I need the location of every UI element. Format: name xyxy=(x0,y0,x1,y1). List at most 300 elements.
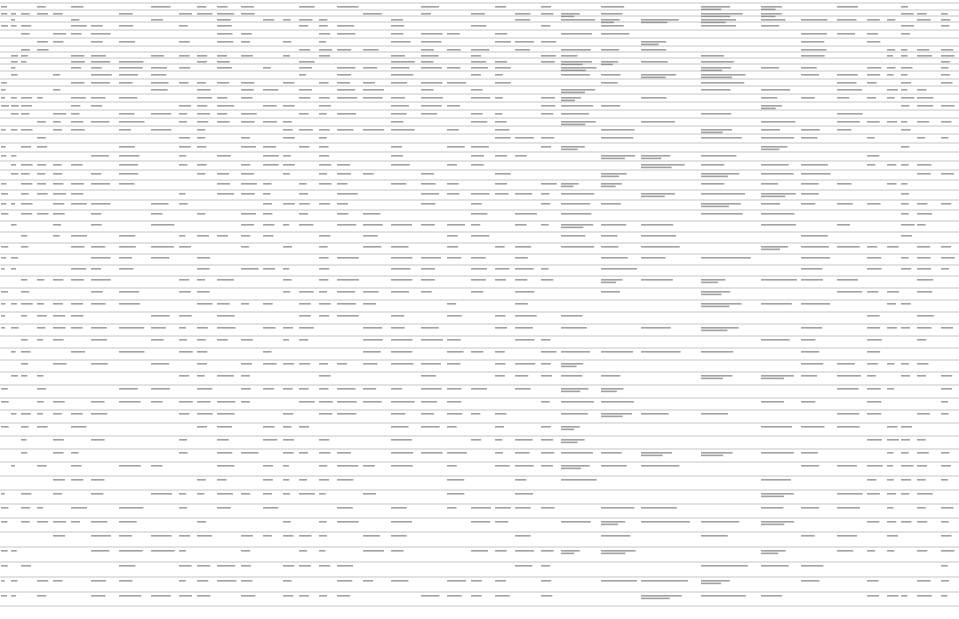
cell-text xyxy=(197,137,205,139)
cell-text xyxy=(21,507,30,509)
cell-text xyxy=(151,388,170,390)
cell-text xyxy=(837,113,863,115)
cell-text xyxy=(601,13,622,15)
cell-text xyxy=(761,246,788,248)
cell-text xyxy=(641,235,676,237)
cell-text xyxy=(11,268,16,270)
cell-text xyxy=(447,315,462,317)
cell-text xyxy=(867,74,880,76)
cell-text xyxy=(197,97,212,99)
cell-text xyxy=(917,291,932,293)
cell-text xyxy=(801,33,827,35)
cell-text xyxy=(299,452,308,454)
cell-text xyxy=(363,351,381,353)
cell-text xyxy=(917,413,930,415)
cell-text xyxy=(941,413,949,415)
cell-text xyxy=(701,595,746,597)
cell-text xyxy=(337,315,359,317)
cell-text xyxy=(217,13,234,15)
cell-text xyxy=(837,465,857,467)
cell-text xyxy=(71,61,85,63)
cell-text xyxy=(37,401,44,403)
cell-text xyxy=(283,521,291,523)
cell-text xyxy=(801,235,828,237)
cell-text xyxy=(391,121,404,123)
cell-text xyxy=(241,375,250,377)
cell-text xyxy=(21,173,30,175)
cell-text xyxy=(179,439,187,441)
cell-text xyxy=(119,521,137,523)
cell-text xyxy=(515,257,528,259)
cell-text xyxy=(601,465,627,467)
cell-text xyxy=(21,375,27,377)
cell-text xyxy=(601,279,623,281)
cell-text xyxy=(601,158,625,160)
cell-text xyxy=(901,146,909,148)
cell-text xyxy=(701,413,728,415)
cell-text xyxy=(217,452,232,454)
cell-text xyxy=(21,113,29,115)
cell-text xyxy=(421,388,442,390)
cell-text xyxy=(601,176,619,178)
cell-text xyxy=(761,452,794,454)
cell-text xyxy=(197,363,207,365)
cell-text xyxy=(363,224,383,226)
cell-text xyxy=(867,315,880,317)
cell-text xyxy=(21,235,27,237)
cell-text xyxy=(151,129,172,131)
cell-text xyxy=(917,452,929,454)
cell-text xyxy=(11,113,19,115)
cell-text xyxy=(701,67,731,69)
cell-text xyxy=(53,315,65,317)
cell-text xyxy=(91,327,107,329)
cell-text xyxy=(561,465,590,467)
cell-text xyxy=(601,268,637,270)
cell-text xyxy=(71,315,83,317)
cell-text xyxy=(119,121,145,123)
cell-text xyxy=(421,89,434,91)
cell-text xyxy=(601,507,634,509)
cell-text xyxy=(71,193,83,195)
cell-text xyxy=(601,19,620,21)
cell-text xyxy=(561,468,581,470)
cell-text xyxy=(701,193,745,195)
cell-text xyxy=(179,595,192,597)
cell-text xyxy=(337,452,351,454)
cell-text xyxy=(53,327,66,329)
cell-text xyxy=(319,173,327,175)
cell-text xyxy=(217,67,232,69)
cell-text xyxy=(887,452,894,454)
cell-text xyxy=(701,213,743,215)
cell-text xyxy=(761,183,778,185)
cell-text xyxy=(447,67,460,69)
cell-text xyxy=(319,479,329,481)
cell-text xyxy=(541,268,549,270)
cell-text xyxy=(37,13,48,15)
cell-text xyxy=(319,493,326,495)
cell-text xyxy=(515,291,534,293)
cell-text xyxy=(21,164,33,166)
cell-text xyxy=(283,580,292,582)
cell-text xyxy=(887,388,894,390)
cell-text xyxy=(917,439,926,441)
cell-text xyxy=(941,82,953,84)
cell-text xyxy=(601,351,633,353)
cell-text xyxy=(917,19,931,21)
cell-text xyxy=(561,442,578,444)
cell-text xyxy=(319,521,327,523)
cell-text xyxy=(283,339,289,341)
cell-text xyxy=(837,493,863,495)
cell-text xyxy=(541,401,550,403)
cell-text xyxy=(447,465,457,467)
cell-text xyxy=(299,193,308,195)
cell-text xyxy=(283,565,294,567)
cell-text xyxy=(91,257,111,259)
cell-text xyxy=(197,6,206,8)
cell-text xyxy=(801,401,815,403)
cell-text xyxy=(471,388,487,390)
cell-text xyxy=(217,61,230,63)
cell-text xyxy=(179,113,187,115)
cell-text xyxy=(837,74,858,76)
cell-text xyxy=(91,439,105,441)
cell-text xyxy=(421,49,434,51)
cell-text xyxy=(37,193,48,195)
cell-text xyxy=(337,89,355,91)
cell-text xyxy=(887,55,893,57)
cell-text xyxy=(299,183,307,185)
cell-text xyxy=(119,388,138,390)
cell-text xyxy=(71,351,85,353)
cell-text xyxy=(241,173,254,175)
cell-text xyxy=(561,224,593,226)
cell-text xyxy=(447,507,457,509)
cell-text xyxy=(541,507,555,509)
cell-text xyxy=(299,97,310,99)
cell-text xyxy=(901,303,911,305)
cell-text xyxy=(701,137,742,139)
cell-text xyxy=(515,13,530,15)
cell-text xyxy=(241,146,256,148)
cell-text xyxy=(119,565,136,567)
cell-text xyxy=(91,521,108,523)
cell-text xyxy=(601,224,626,226)
cell-text xyxy=(941,203,951,205)
cell-text xyxy=(761,524,784,526)
cell-text xyxy=(1,550,8,552)
cell-text xyxy=(217,193,234,195)
cell-text xyxy=(11,25,17,27)
cell-text xyxy=(471,13,485,15)
cell-text xyxy=(421,105,442,107)
cell-text xyxy=(21,426,29,428)
cell-text xyxy=(801,507,819,509)
cell-text xyxy=(447,235,458,237)
cell-text xyxy=(319,375,331,377)
cell-text xyxy=(867,388,881,390)
cell-text xyxy=(515,479,526,481)
cell-text xyxy=(119,74,138,76)
cell-text xyxy=(887,507,894,509)
cell-text xyxy=(867,521,879,523)
cell-text xyxy=(561,67,597,69)
cell-text xyxy=(641,155,670,157)
cell-text xyxy=(197,351,207,353)
cell-text xyxy=(11,257,18,259)
cell-text xyxy=(901,183,908,185)
cell-text xyxy=(701,327,739,329)
cell-text xyxy=(561,13,580,15)
cell-text xyxy=(21,33,30,35)
cell-text xyxy=(471,413,480,415)
cell-text xyxy=(941,105,955,107)
cell-text xyxy=(263,89,278,91)
cell-text xyxy=(1,183,6,185)
cell-text xyxy=(283,595,293,597)
cell-text xyxy=(867,19,880,21)
cell-text xyxy=(363,465,375,467)
cell-text xyxy=(701,279,725,281)
cell-text xyxy=(701,164,724,166)
cell-text xyxy=(179,67,190,69)
cell-text xyxy=(151,213,162,215)
cell-text xyxy=(197,375,205,377)
cell-text xyxy=(283,279,292,281)
cell-text xyxy=(541,6,551,8)
cell-text xyxy=(299,129,313,131)
cell-text xyxy=(867,203,881,205)
cell-text xyxy=(283,173,290,175)
cell-text xyxy=(601,535,630,537)
cell-text xyxy=(447,493,464,495)
cell-text xyxy=(941,452,949,454)
cell-text xyxy=(363,173,374,175)
cell-text xyxy=(837,82,857,84)
cell-text xyxy=(867,339,882,341)
cell-text xyxy=(119,235,135,237)
cell-text xyxy=(151,493,172,495)
cell-text xyxy=(299,565,311,567)
cell-text xyxy=(641,455,663,457)
cell-text xyxy=(53,224,61,226)
cell-text xyxy=(887,121,897,123)
cell-text xyxy=(241,550,250,552)
cell-text xyxy=(867,82,877,84)
cell-text xyxy=(71,82,84,84)
cell-text xyxy=(887,465,893,467)
cell-text xyxy=(901,67,913,69)
cell-text xyxy=(941,535,952,537)
cell-text xyxy=(299,74,306,76)
cell-text xyxy=(179,25,188,27)
cell-text xyxy=(515,507,531,509)
cell-text xyxy=(561,16,574,18)
cell-text xyxy=(337,303,356,305)
cell-text xyxy=(391,146,402,148)
cell-text xyxy=(299,401,315,403)
cell-text xyxy=(421,452,443,454)
cell-text xyxy=(151,203,169,205)
cell-text xyxy=(299,213,308,215)
cell-text xyxy=(541,339,550,341)
cell-text xyxy=(887,89,898,91)
cell-text xyxy=(901,121,907,123)
cell-text xyxy=(319,19,327,21)
cell-text xyxy=(53,439,64,441)
cell-text xyxy=(241,89,254,91)
cell-text xyxy=(887,19,895,21)
cell-text xyxy=(363,291,379,293)
cell-text xyxy=(601,173,627,175)
cell-text xyxy=(941,375,952,377)
cell-text xyxy=(391,105,409,107)
cell-text xyxy=(561,315,583,317)
cell-text xyxy=(447,303,456,305)
cell-text xyxy=(801,49,827,51)
cell-text xyxy=(601,129,635,131)
cell-text xyxy=(319,268,329,270)
cell-text xyxy=(319,41,326,43)
cell-text xyxy=(119,580,133,582)
cell-text xyxy=(263,465,273,467)
cell-text xyxy=(21,203,33,205)
cell-text xyxy=(151,55,164,57)
cell-text xyxy=(299,327,314,329)
cell-text xyxy=(515,565,532,567)
cell-text xyxy=(801,193,819,195)
cell-text xyxy=(53,164,62,166)
cell-text xyxy=(561,351,590,353)
cell-text xyxy=(561,203,590,205)
cell-text xyxy=(1,97,5,99)
cell-text xyxy=(241,580,252,582)
cell-text xyxy=(151,257,170,259)
cell-text xyxy=(241,224,254,226)
cell-text xyxy=(283,535,294,537)
cell-text xyxy=(263,363,277,365)
cell-text xyxy=(119,164,138,166)
cell-text xyxy=(179,55,190,57)
cell-text xyxy=(701,351,733,353)
cell-text xyxy=(197,388,212,390)
cell-text xyxy=(299,6,315,8)
cell-text xyxy=(1,493,5,495)
cell-text xyxy=(319,315,329,317)
cell-text xyxy=(761,213,794,215)
cell-text xyxy=(601,203,621,205)
cell-text xyxy=(283,129,293,131)
cell-text xyxy=(601,183,622,185)
cell-text xyxy=(1,388,8,390)
cell-text xyxy=(299,67,312,69)
cell-text xyxy=(53,339,64,341)
cell-text xyxy=(71,105,80,107)
cell-text xyxy=(447,164,457,166)
cell-text xyxy=(837,535,857,537)
cell-text xyxy=(917,268,931,270)
cell-text xyxy=(37,49,49,51)
cell-text xyxy=(801,535,815,537)
cell-text xyxy=(601,553,625,555)
cell-text xyxy=(151,465,162,467)
cell-text xyxy=(515,49,530,51)
cell-text xyxy=(263,224,274,226)
cell-text xyxy=(37,164,46,166)
cell-text xyxy=(53,363,67,365)
cell-text xyxy=(941,121,952,123)
cell-text xyxy=(197,235,209,237)
cell-text xyxy=(515,363,535,365)
cell-text xyxy=(471,268,487,270)
cell-text xyxy=(447,33,460,35)
cell-text xyxy=(561,124,585,126)
cell-text xyxy=(495,246,505,248)
cell-text xyxy=(11,97,17,99)
cell-text xyxy=(495,121,507,123)
cell-text xyxy=(391,363,414,365)
cell-text xyxy=(917,203,928,205)
cell-text xyxy=(283,291,290,293)
cell-text xyxy=(37,137,46,139)
cell-text xyxy=(241,97,253,99)
cell-text xyxy=(917,89,927,91)
cell-text xyxy=(337,363,347,365)
cell-text xyxy=(901,235,912,237)
cell-text xyxy=(541,25,550,27)
cell-text xyxy=(761,279,797,281)
cell-text xyxy=(363,535,380,537)
cell-text xyxy=(217,426,232,428)
cell-text xyxy=(299,146,310,148)
cell-text xyxy=(37,388,46,390)
cell-text xyxy=(447,426,457,428)
cell-text xyxy=(37,580,48,582)
cell-text xyxy=(867,33,878,35)
cell-text xyxy=(541,203,550,205)
cell-text xyxy=(283,121,292,123)
cell-text xyxy=(761,13,782,15)
cell-text xyxy=(561,33,592,35)
cell-text xyxy=(391,521,412,523)
cell-text xyxy=(601,416,623,418)
cell-text xyxy=(53,129,62,131)
cell-text xyxy=(641,196,665,198)
cell-text xyxy=(151,89,168,91)
cell-text xyxy=(53,279,63,281)
cell-text xyxy=(217,439,229,441)
cell-text xyxy=(241,13,255,15)
cell-text xyxy=(867,291,878,293)
cell-text xyxy=(337,595,350,597)
cell-text xyxy=(151,315,170,317)
cell-text xyxy=(91,173,101,175)
cell-text xyxy=(515,279,527,281)
cell-text xyxy=(801,257,830,259)
cell-text xyxy=(71,279,84,281)
cell-text xyxy=(471,155,484,157)
cell-text xyxy=(283,268,289,270)
cell-text xyxy=(319,25,328,27)
cell-text xyxy=(241,41,250,43)
cell-text xyxy=(515,41,534,43)
cell-text xyxy=(197,535,212,537)
cell-text xyxy=(495,279,506,281)
cell-text xyxy=(179,164,187,166)
cell-text xyxy=(119,41,135,43)
